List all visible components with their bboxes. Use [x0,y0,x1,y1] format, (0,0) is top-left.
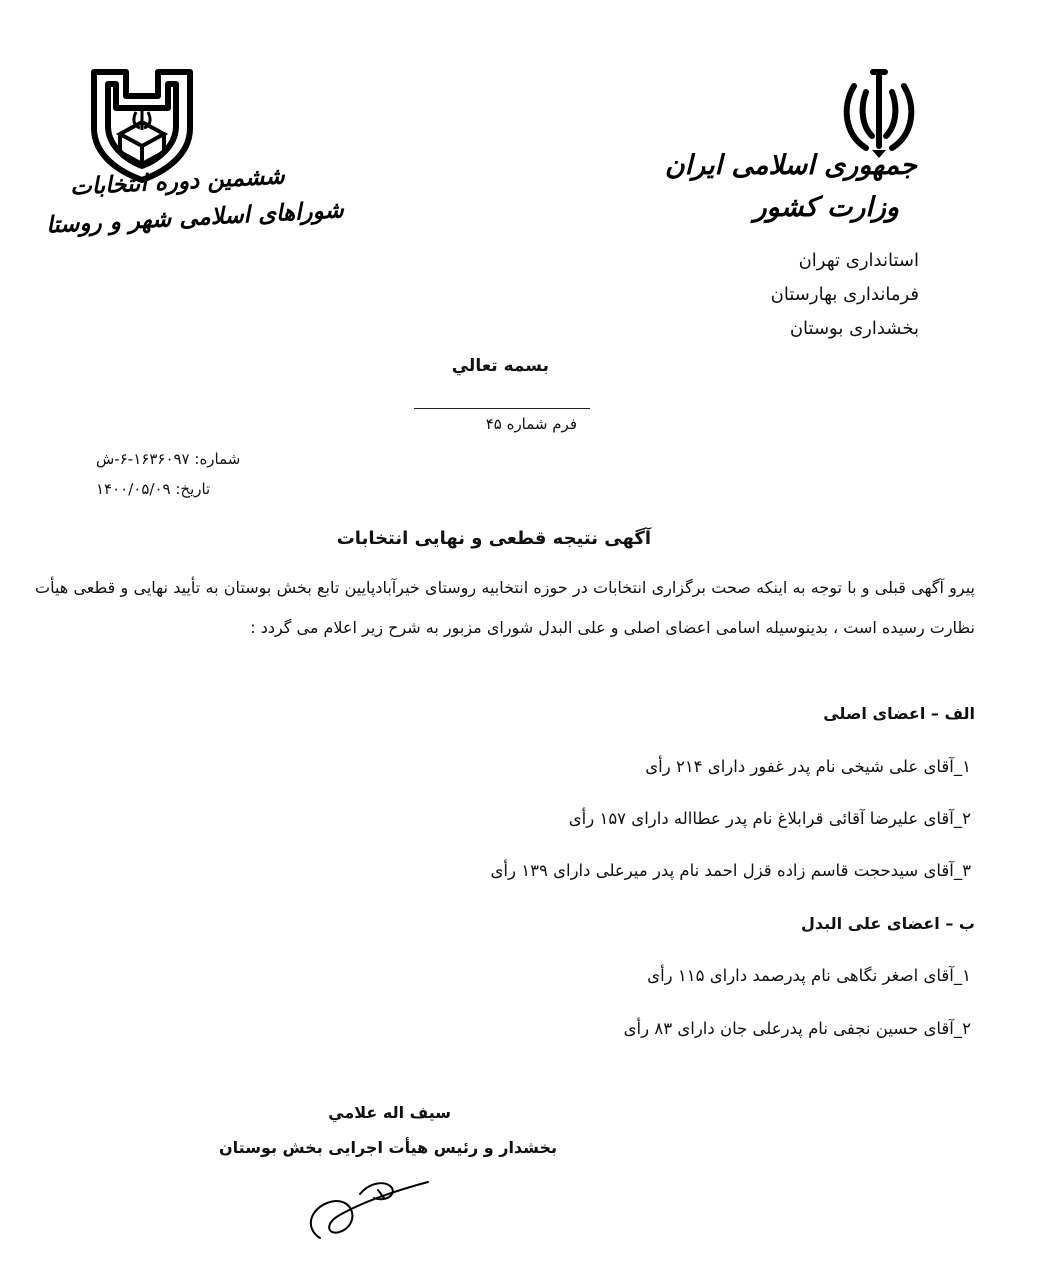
republic-name: جمهوری اسلامی ایران [664,150,917,181]
document-title: آگهی نتیجه قطعی و نهایی انتخابات [336,528,651,549]
besmeh-heading: بسمه تعالي [451,356,549,376]
ministry-name: وزارت کشور [753,192,899,223]
divider-line [414,408,590,409]
main-member-3: ۳_آقای سیدحجت قاسم زاده قزل احمد نام پدر میرعلی دارای ۱۳۹ رأی [490,861,971,880]
handwritten-signature [300,1168,450,1248]
election-logo-line1: ششمین دوره انتخابات [69,162,286,201]
letter-number: شماره: ۱۶۳۶۰۹۷-۶-ش [96,450,241,468]
signatory-title: بخشدار و رئیس هیأت اجرایی بخش بوستان [219,1138,557,1157]
letter-date: تاریخ: ۱۴۰۰/۰۵/۰۹ [96,480,211,498]
org-county: فرمانداری بهارستان [770,284,919,305]
alternate-member-1: ۱_آقای اصغر نگاهی نام پدرصمد دارای ۱۱۵ رأی [647,966,971,985]
body-paragraph: پیرو آگهی قبلی و با توجه به اینکه صحت برگزاری انتخابات در حوزه انتخابیه روستای خیرآبادپایین تابع بخش بوستان به تأیید نهایی و قطعی هیأت نظارت رسیده است ، بدینوسیله اسامی اعضای اصلی و علی البدل شورای مزبور به شرح زیر اعلام می گردد : [35,578,975,637]
main-member-2: ۲_آقای علیرضا آقائی قرابلاغ نام پدر عطااله دارای ۱۵۷ رأی [568,809,971,828]
alternate-member-2: ۲_آقای حسین نجفی نام پدرعلی جان دارای ۸۳ رأی [623,1019,971,1038]
signatory-name: سیف اله علامي [328,1103,451,1122]
election-logo-line2: شوراهای اسلامی شهر و روستا [45,196,345,239]
iran-emblem-icon [840,68,918,158]
org-district: بخشداری بوستان [789,318,919,339]
main-member-1: ۱_آقای علی شیخی نام پدر غفور دارای ۲۱۴ رأی [645,757,971,776]
ballot-box-logo-icon [86,68,198,184]
main-members-heading: الف – اعضای اصلی [823,704,975,723]
alternate-members-heading: ب – اعضای علی البدل [800,914,975,933]
form-number: فرم شماره ۴۵ [485,415,577,433]
org-province: استانداری تهران [798,250,919,271]
